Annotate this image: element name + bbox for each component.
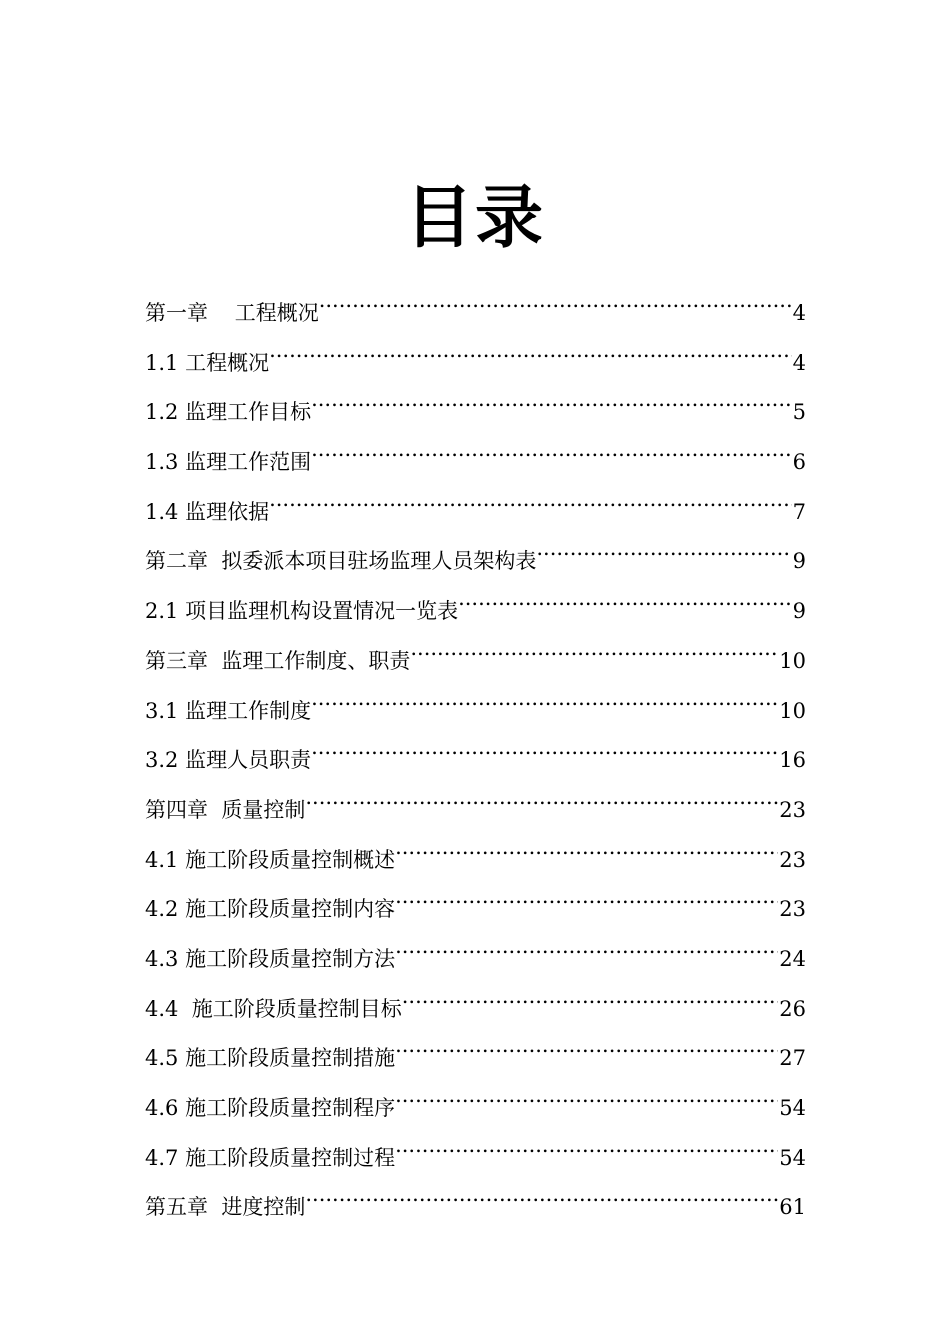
toc-entry-text: 4.6 施工阶段质量控制程序 xyxy=(145,1096,396,1120)
toc-entry-text: 1.3 监理工作范围 xyxy=(145,450,312,475)
toc-entry-page: 23 xyxy=(779,797,806,822)
toc-entry-text: 第二章 拟委派本项目驻场监理人员架构表 xyxy=(145,549,537,574)
toc-entry-text: 1.1 工程概况 xyxy=(145,350,270,375)
toc-list xyxy=(145,280,806,1224)
toc-dot-leader xyxy=(305,777,778,817)
toc-entry-page: 23 xyxy=(779,847,806,872)
toc-entry[interactable] xyxy=(145,926,806,976)
toc-entry[interactable] xyxy=(145,976,806,1026)
toc-entry-page: 4 xyxy=(792,301,806,325)
toc-entry-text: 2.1 项目监理机构设置情况一览表 xyxy=(145,599,459,624)
toc-entry-page: 4 xyxy=(792,350,806,375)
toc-dot-leader xyxy=(269,330,792,370)
toc-dot-leader xyxy=(311,379,792,419)
toc-entry-page: 10 xyxy=(779,698,806,723)
toc-entry-text: 第五章 进度控制 xyxy=(145,1195,306,1220)
toc-dot-leader xyxy=(311,727,778,767)
toc-entry-page: 24 xyxy=(779,946,806,971)
toc-entry-text: 4.7 施工阶段质量控制过程 xyxy=(145,1145,396,1170)
toc-entry[interactable] xyxy=(145,777,806,827)
toc-entry[interactable] xyxy=(145,628,806,678)
toc-dot-leader xyxy=(319,280,792,320)
toc-dot-leader xyxy=(395,876,778,916)
toc-entry-page: 9 xyxy=(792,599,806,624)
toc-dot-leader xyxy=(458,578,792,618)
toc-dot-leader xyxy=(402,976,779,1016)
toc-entry[interactable] xyxy=(145,578,806,628)
toc-entry-text: 第一章 工程概况 xyxy=(145,301,319,325)
toc-entry-text: 4.5 施工阶段质量控制措施 xyxy=(145,1046,396,1071)
toc-entry[interactable] xyxy=(145,1025,806,1075)
toc-entry[interactable] xyxy=(145,528,806,578)
toc-dot-leader xyxy=(395,1025,778,1065)
toc-entry-text: 1.2 监理工作目标 xyxy=(145,400,312,425)
toc-entry[interactable] xyxy=(145,1075,806,1125)
toc-entry[interactable] xyxy=(145,429,806,479)
toc-dot-leader xyxy=(305,1174,778,1214)
toc-title: 目录 xyxy=(404,178,545,258)
toc-entry-text: 4.3 施工阶段质量控制方法 xyxy=(145,946,396,971)
toc-entry-text: 第四章 质量控制 xyxy=(145,797,306,822)
toc-entry-text: 3.1 监理工作制度 xyxy=(145,698,312,723)
toc-entry[interactable] xyxy=(145,876,806,926)
toc-dot-leader xyxy=(311,678,778,718)
toc-dot-leader xyxy=(311,429,792,469)
toc-entry-page: 54 xyxy=(779,1096,806,1120)
toc-dot-leader xyxy=(269,479,792,519)
toc-entry-page: 9 xyxy=(792,549,806,574)
toc-entry[interactable] xyxy=(145,280,806,330)
toc-entry[interactable] xyxy=(145,1125,806,1175)
toc-entry-page: 16 xyxy=(779,748,806,773)
toc-entry[interactable] xyxy=(145,379,806,429)
toc-entry-text: 4.4 施工阶段质量控制目标 xyxy=(145,996,402,1021)
toc-entry-text: 第三章 监理工作制度、职责 xyxy=(145,648,411,673)
toc-dot-leader xyxy=(395,1075,778,1115)
toc-dot-leader xyxy=(410,628,778,668)
toc-entry[interactable] xyxy=(145,1174,806,1224)
toc-entry-page: 10 xyxy=(779,648,806,673)
toc-dot-leader xyxy=(395,1125,778,1165)
toc-dot-leader xyxy=(395,827,778,867)
toc-entry-text: 3.2 监理人员职责 xyxy=(145,748,312,773)
toc-entry-page: 27 xyxy=(779,1046,806,1071)
toc-entry[interactable] xyxy=(145,330,806,380)
toc-entry-page: 7 xyxy=(792,499,806,524)
toc-entry-page: 23 xyxy=(779,897,806,922)
toc-entry-page: 54 xyxy=(779,1145,806,1170)
toc-entry[interactable] xyxy=(145,727,806,777)
toc-dot-leader xyxy=(536,528,791,568)
toc-entry-text: 4.1 施工阶段质量控制概述 xyxy=(145,847,396,872)
toc-dot-leader xyxy=(395,926,778,966)
toc-entry-page: 61 xyxy=(779,1195,806,1220)
toc-entry[interactable] xyxy=(145,479,806,529)
toc-entry[interactable] xyxy=(145,678,806,728)
toc-entry-page: 6 xyxy=(792,450,806,475)
toc-entry[interactable] xyxy=(145,827,806,877)
toc-entry-text: 1.4 监理依据 xyxy=(145,499,270,524)
toc-entry-page: 5 xyxy=(792,400,806,425)
toc-entry-page: 26 xyxy=(779,996,806,1021)
toc-entry-text: 4.2 施工阶段质量控制内容 xyxy=(145,897,396,922)
